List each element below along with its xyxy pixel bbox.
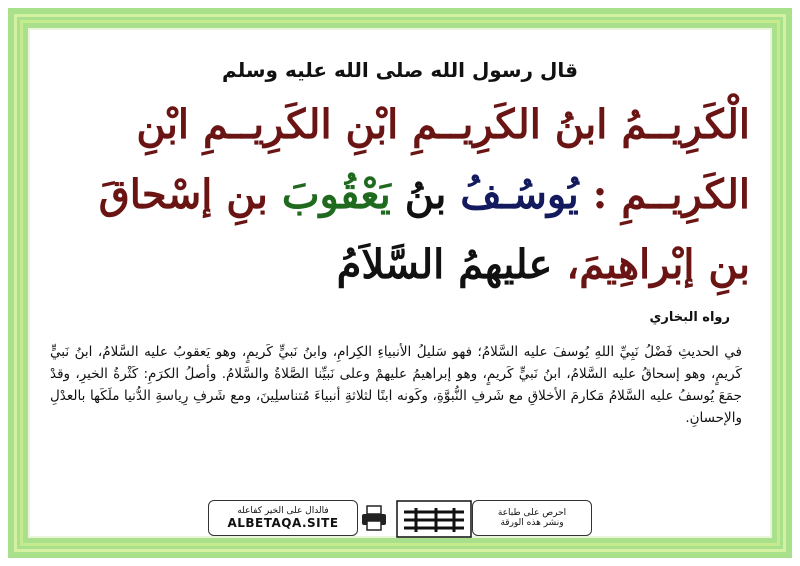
footer-tagline: فالدال على الخير كفاعله — [237, 506, 329, 516]
footer-bar — [200, 500, 600, 540]
hadith-bin: بنُ — [404, 171, 447, 218]
main-content — [50, 58, 750, 429]
footer-line1: احرص على طباعة — [497, 508, 567, 518]
hadith-yusuf: يُوسُـفُ — [460, 171, 579, 218]
hadith-part1: الْكَرِيــمُ ابنُ الكَرِيــمِ ابْنِ الكَرِيــمِ ابْنِ الكَرِيــمِ : — [136, 101, 750, 218]
footer-site: ALBETAQA.SITE — [227, 516, 339, 530]
hadith-salam: عليهمُ السَّلاَمُ — [336, 241, 553, 288]
footer-line2: ونشر هذه الورقة — [500, 518, 564, 528]
intro-line: قال رسول الله صلى الله عليه وسلم — [222, 58, 578, 82]
footer-share-box — [472, 500, 592, 536]
hadith-text — [50, 90, 750, 300]
footer-site-box — [208, 500, 358, 536]
hadith-yaqub: يَعْقُوبَ — [281, 171, 391, 218]
printer-icon — [360, 504, 388, 532]
narrator: رواه البخاري — [649, 310, 730, 325]
logo-icon — [396, 500, 472, 538]
hadith-part2: بنِ إسْحاقَ بنِ إبْراهِيمَ، — [98, 171, 750, 288]
explanation-text: في الحديثِ فَضْلُ نَبِيِّ اللهِ يُوسفَ عليه السَّلامُ؛ فهو سَليلُ الأنبياءِ الكِرامِ، وابنُ نَبيٍّ كَريمٍ، وهو يَعقوبُ عليه السَّلامُ، ابنُ نَبيٍّ كَريمٍ، وهو إسحاقُ عليه السَّلامُ، ابنُ نَبيٍّ كَريمٍ، وهو إبراهيمُ عليهمْ وعلى نَبيِّنا الصَّلاةُ والسَّلامُ. وأصلُ الكرَمِ: كَثْرةُ الخيرِ، وقدْ جمَعَ يُوسفُ عليه السَّلامُ مَكارمَ الأخلاقِ مع شَرفِ النُّبوَّةِ، وكَونه ابنًا لثلاثةِ أنبياءَ مُتناسلِينَ، ومع شَرفِ رِياسةِ الدُّنيا ملَكَها بالعدْلِ والإحسانِ. — [50, 344, 742, 426]
